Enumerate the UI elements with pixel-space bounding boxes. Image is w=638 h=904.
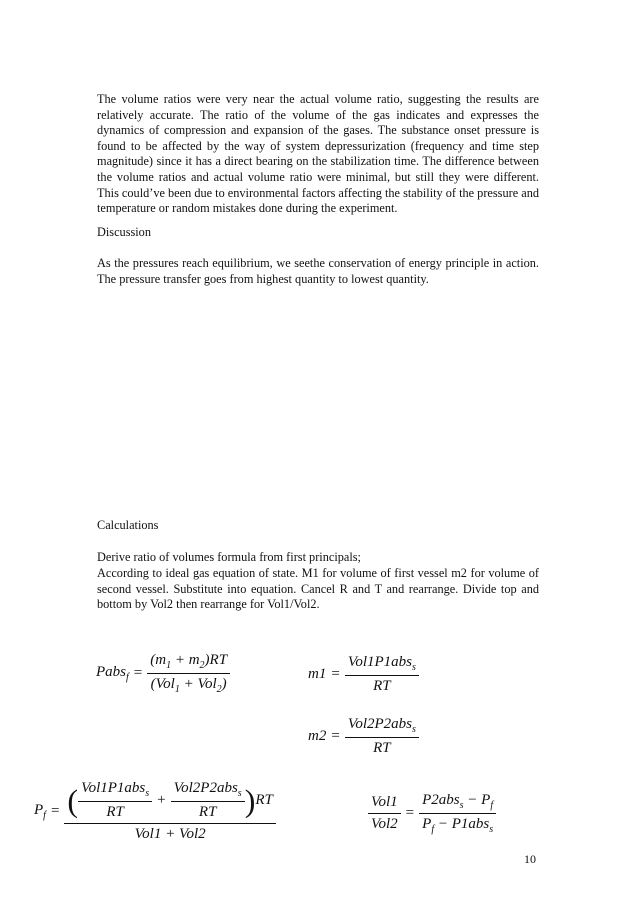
equation-pf: $P_f$ = ( $\frac{Vol1P1abs_s}{RT}$ + $\frac{Vol2P2abs_s}{RT}$ )RT Vol1 + Vol2 <box>34 780 276 843</box>
page-number: 10 <box>524 852 536 866</box>
results-paragraph: The volume ratios were very near the actual volume ratio, suggesting the results are relatively accurate. The ratio of the volume of the gas indicates and expresses the dynamics of compression and expansion of the gases. The substance onset pressure is found to be affected by the way of system depressurization (frequency and time step magnitude) since it has a direct bearing on the stabilization time. The difference between the volume ratios and actual volume ratio were minimal, but still they were different. This could’ve been due to environmental factors affecting the stability of the pressure and temperature or random mistakes done during the experiment. <box>97 92 539 216</box>
equation-m2: m2 = $\frac{Vol2P2abs_s}{RT}$ <box>308 716 419 757</box>
calculations-heading: Calculations <box>97 518 159 532</box>
equation-m1: m1 = $\frac{Vol1P1abs_s}{RT}$ <box>308 654 419 695</box>
discussion-heading: Discussion <box>97 225 151 239</box>
discussion-paragraph: As the pressures reach equilibrium, we seethe conservation of energy principle in action. The pressure transfer goes from highest quantity to lowest quantity. <box>97 256 539 286</box>
according-paragraph: According to ideal gas equation of state. M1 for volume of first vessel m2 for volume of second vessel. Substitute into equation. Cancel R and T and rearrange. Divide top and bottom by Vol2 then rearrange for Vol1/Vol2. <box>97 566 539 612</box>
equation-volume-ratio: $\frac{\text{Vol1}}{\text{Vol2}}$ = $\frac{P2abs_s - P_f}{P_f - P1abs_s}$ <box>368 792 496 835</box>
equation-pabs-f: Pabs$_f$ = $\frac{(m_1 + m_2)RT}{(Vol_1 + Vol_2)}$ <box>96 652 230 695</box>
derive-line: Derive ratio of volumes formula from first principals; <box>97 550 361 564</box>
